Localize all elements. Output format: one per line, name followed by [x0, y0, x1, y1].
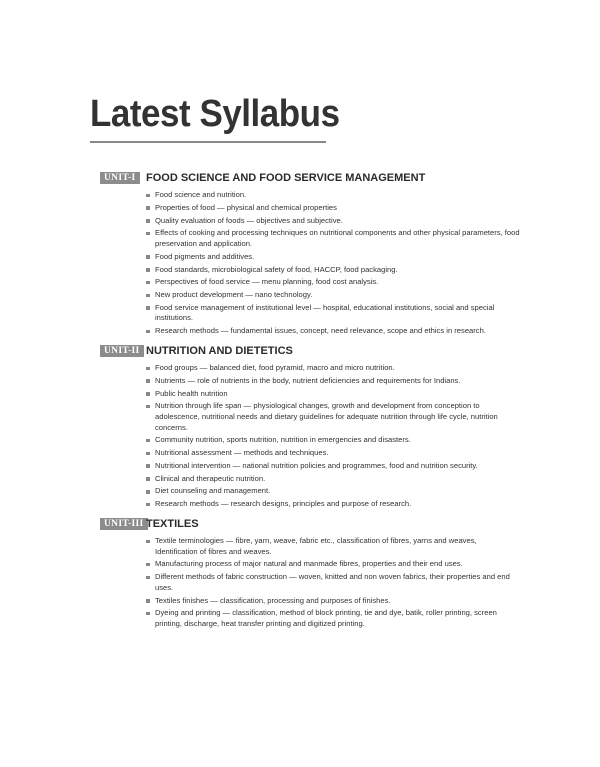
topic-item: Nutritional assessment — methods and techniques. [146, 448, 520, 459]
topic-list [100, 363, 520, 510]
unit-header [100, 345, 520, 361]
topic-item: Manufacturing process of major natural and manmade fibres, properties and their end uses. [146, 559, 520, 570]
unit-section-1 [100, 172, 520, 339]
unit-header [100, 172, 520, 188]
topic-item: Perspectives of food service — menu planning, food cost analysis. [146, 277, 520, 288]
unit-section-3 [100, 518, 520, 632]
topic-item: Food groups — balanced diet, food pyramid, macro and micro nutrition. [146, 363, 520, 374]
unit-badge: UNIT-III [100, 518, 148, 530]
topic-item: Food pigments and additives. [146, 252, 520, 263]
topic-item: Diet counseling and management. [146, 486, 520, 497]
unit-badge: UNIT-I [100, 172, 140, 184]
topic-item: New product development — nano technology. [146, 290, 520, 301]
topic-item: Research methods — fundamental issues, concept, need relevance, scope and ethics in research. [146, 326, 520, 337]
topic-item: Dyeing and printing — classification, method of block printing, tie and dye, batik, roller printing, screen printing, discharge, heat transfer printing and digitized printing. [146, 608, 520, 629]
topic-item: Properties of food — physical and chemical properties [146, 203, 520, 214]
topic-item: Community nutrition, sports nutrition, nutrition in emergencies and disasters. [146, 435, 520, 446]
topic-item: Different methods of fabric construction — woven, knitted and non woven fabrics, their properties and end uses. [146, 572, 520, 593]
topic-item: Food standards, microbiological safety of food, HACCP, food packaging. [146, 265, 520, 276]
topic-item: Nutrition through life span — physiological changes, growth and development from conception to adolescence, nutritional needs and dietary guidelines for adequate nutrition through life cycle, nutrition concerns. [146, 401, 520, 433]
page-header [90, 92, 361, 136]
unit-title: NUTRITION AND DIETETICS [146, 345, 293, 357]
topic-item: Food service management of institutional level — hospital, educational institutions, social and special institutions. [146, 303, 520, 324]
page-title: Latest Syllabus [90, 93, 340, 135]
unit-badge: UNIT-II [100, 345, 144, 357]
topic-item: Nutritional intervention — national nutrition policies and programmes, food and nutrition security. [146, 461, 520, 472]
topic-item: Clinical and therapeutic nutrition. [146, 474, 520, 485]
unit-title: TEXTILES [146, 518, 199, 530]
topic-item: Public health nutrition [146, 389, 520, 400]
topic-item: Effects of cooking and processing techniques on nutritional components and other physical parameters, food preservation and application. [146, 228, 520, 249]
topic-item: Nutrients — role of nutrients in the body, nutrient deficiencies and requirements for Indians. [146, 376, 520, 387]
topic-item: Textiles finishes — classification, processing and purposes of finishes. [146, 596, 520, 607]
unit-header [100, 518, 520, 534]
topic-item: Food science and nutrition. [146, 190, 520, 201]
topic-list [100, 536, 520, 630]
topic-item: Quality evaluation of foods — objectives and subjective. [146, 216, 520, 227]
topic-list [100, 190, 520, 337]
topic-item: Textile terminologies — fibre, yarn, weave, fabric etc., classification of fibres, yarns and weaves, Identification of fibres and weaves. [146, 536, 520, 557]
unit-title: FOOD SCIENCE AND FOOD SERVICE MANAGEMENT [146, 172, 426, 184]
topic-item: Research methods — research designs, principles and purpose of research. [146, 499, 520, 510]
unit-section-2 [100, 345, 520, 512]
title-underline [90, 141, 326, 143]
